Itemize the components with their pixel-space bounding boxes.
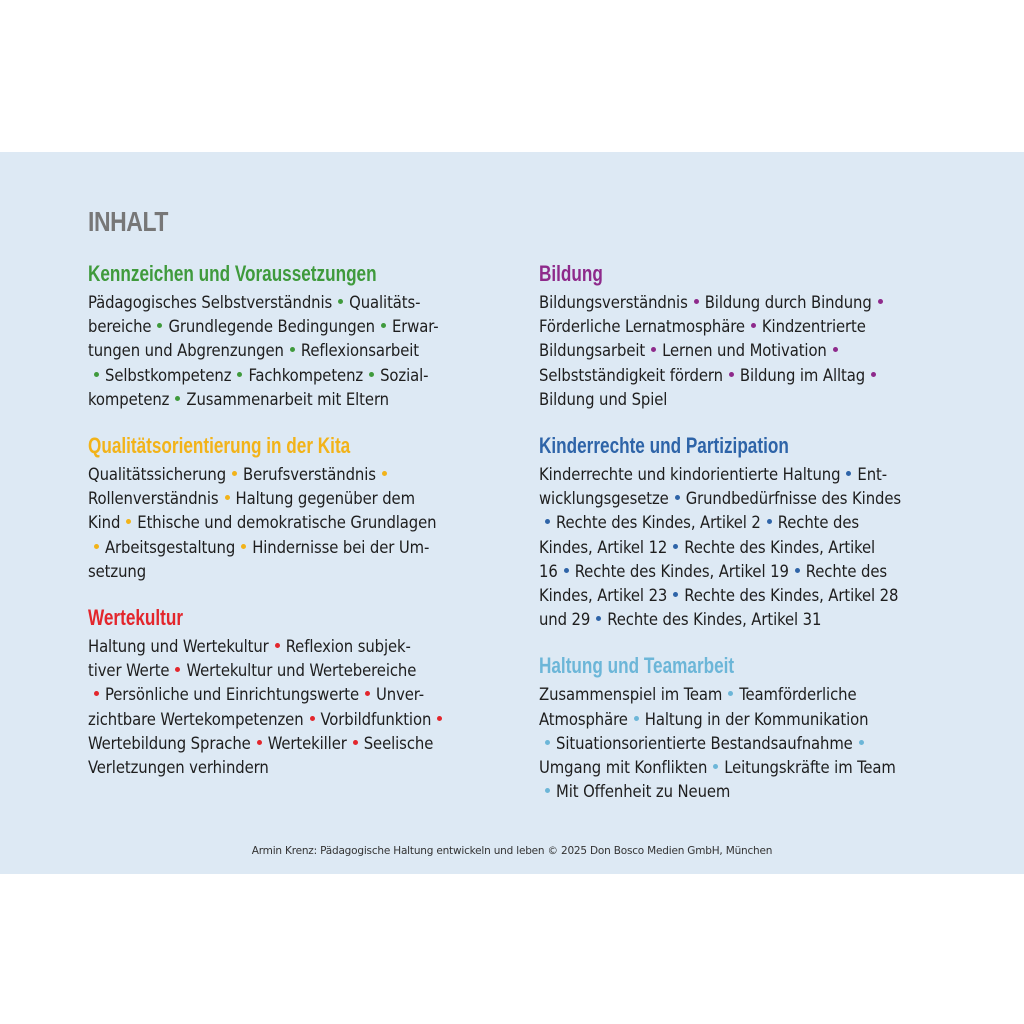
bullet-separator-icon xyxy=(564,568,569,573)
section-heading: Kennzeichen und Voraussetzungen xyxy=(88,261,377,286)
topic-text: Leitungskräfte im Team xyxy=(724,758,896,778)
topic-text: Selbstkompetenz xyxy=(105,365,232,385)
topic-text: Kindes, Artikel 12 xyxy=(539,537,668,557)
topic-text: Haltung in der Kommunikation xyxy=(644,709,869,729)
bullet-separator-icon xyxy=(290,347,295,352)
topic-line xyxy=(539,341,844,360)
topic-line xyxy=(539,610,821,629)
topic-line xyxy=(539,562,887,581)
topic-line xyxy=(88,317,438,336)
bullet-separator-icon xyxy=(545,740,550,745)
bullet-separator-icon xyxy=(651,347,656,352)
topic-text: Haltung gegenüber dem xyxy=(235,489,415,509)
bullet-separator-icon xyxy=(94,544,99,549)
bullet-separator-icon xyxy=(275,643,280,648)
topic-text: Selbstständigkeit fördern xyxy=(539,365,723,385)
section-heading: Haltung und Teamarbeit xyxy=(539,653,735,679)
bullet-separator-icon xyxy=(126,519,131,524)
topic-line xyxy=(88,661,416,680)
topic-line xyxy=(88,513,436,532)
bullet-separator-icon xyxy=(673,544,678,549)
topic-line xyxy=(539,390,667,409)
section-topics xyxy=(88,291,488,412)
bullet-separator-icon xyxy=(381,323,386,328)
bullet-separator-icon xyxy=(338,299,343,304)
bullet-separator-icon xyxy=(382,471,387,476)
contents-section xyxy=(539,260,949,412)
topic-line xyxy=(88,390,389,409)
topic-text: Wertebildung Sprache xyxy=(88,733,251,753)
topic-text: Bildung im Alltag xyxy=(739,365,866,385)
topic-text: Lernen und Motivation xyxy=(662,341,827,361)
topic-line xyxy=(539,489,901,508)
topic-line xyxy=(539,317,866,336)
bullet-separator-icon xyxy=(241,544,246,549)
topic-text: Sozial- xyxy=(380,365,429,385)
copyright-footer: Armin Krenz: Pädagogische Haltung entwickeln und leben © 2025 Don Bosco Medien GmbH, München xyxy=(251,845,773,857)
bullet-separator-icon xyxy=(232,471,237,476)
topic-line xyxy=(88,562,146,581)
bullet-separator-icon xyxy=(859,740,864,745)
topic-text: setzung xyxy=(88,561,147,581)
topic-text: Wertekultur und Wertebereiche xyxy=(186,661,417,681)
topic-text: Rechte des Kindes, Artikel xyxy=(684,537,876,557)
topic-line xyxy=(539,710,868,729)
topic-line xyxy=(88,341,419,360)
topic-text: Wertekiller xyxy=(267,733,347,753)
topic-text: Persönliche und Einrichtungswerte xyxy=(105,685,359,705)
bullet-separator-icon xyxy=(728,691,733,696)
section-heading: Qualitätsorientierung in der Kita xyxy=(88,433,351,459)
topic-text: Ent- xyxy=(857,465,887,485)
topic-text: Unver- xyxy=(376,685,424,705)
topic-line xyxy=(539,586,898,605)
bullet-separator-icon xyxy=(94,691,99,696)
right-column xyxy=(539,260,949,824)
topic-text: Bildungsverständnis xyxy=(539,293,688,312)
section-heading: Bildung xyxy=(539,261,603,286)
contents-section xyxy=(88,260,488,412)
topic-text: Verletzungen verhindern xyxy=(88,758,269,778)
topic-text: Erwar- xyxy=(391,317,439,337)
bullet-separator-icon xyxy=(767,519,772,524)
bullet-separator-icon xyxy=(237,372,242,377)
bullet-separator-icon xyxy=(365,691,370,696)
topic-text: Seelische xyxy=(363,733,434,753)
bullet-separator-icon xyxy=(94,372,99,377)
topic-text: Kindes, Artikel 23 xyxy=(539,586,668,606)
contents-section xyxy=(88,432,488,584)
left-column xyxy=(88,260,488,800)
topic-line xyxy=(88,710,448,729)
topic-line xyxy=(539,734,870,753)
topic-text: 16 xyxy=(539,561,558,581)
bullet-separator-icon xyxy=(871,372,876,377)
section-topics xyxy=(88,463,488,584)
topic-text: Rechte des xyxy=(805,561,888,581)
topic-line xyxy=(88,366,428,385)
bullet-separator-icon xyxy=(675,495,680,500)
topic-text: Rechte des Kindes, Artikel 28 xyxy=(684,586,899,606)
topic-line xyxy=(88,538,429,557)
bullet-separator-icon xyxy=(846,471,851,476)
topic-text: zichtbare Wertekompetenzen xyxy=(88,709,304,729)
bullet-separator-icon xyxy=(634,716,639,721)
topic-text: Mit Offenheit zu Neuem xyxy=(556,782,731,802)
topic-text: Bildungsarbeit xyxy=(539,341,646,361)
bullet-separator-icon xyxy=(751,323,756,328)
topic-text: bereiche xyxy=(88,317,152,337)
bullet-separator-icon xyxy=(713,764,718,769)
topic-line xyxy=(88,293,420,312)
topic-text: Förderliche Lernatmosphäre xyxy=(539,317,745,337)
section-topics xyxy=(539,291,949,412)
bullet-separator-icon xyxy=(369,372,374,377)
topic-text: Kinderrechte und kindorientierte Haltung xyxy=(539,465,841,485)
topic-text: Zusammenarbeit mit Eltern xyxy=(186,389,389,409)
bullet-separator-icon xyxy=(157,323,162,328)
topic-text: Haltung und Wertekultur xyxy=(88,637,269,657)
bullet-separator-icon xyxy=(878,299,883,304)
topic-text: Bildung und Spiel xyxy=(539,389,668,409)
topic-text: Teamförderliche xyxy=(739,685,857,705)
bullet-separator-icon xyxy=(729,372,734,377)
topic-text: Hindernisse bei der Um- xyxy=(252,537,430,557)
topic-text: kompetenz xyxy=(88,389,170,409)
contents-section xyxy=(88,604,488,780)
topic-text: Ethische und demokratische Grundlagen xyxy=(137,513,437,533)
topic-text: Pädagogisches Selbstverständnis xyxy=(88,293,333,312)
topic-text: Zusammenspiel im Team xyxy=(539,685,723,705)
topic-text: Grundlegende Bedingungen xyxy=(168,317,375,337)
topic-text: Atmosphäre xyxy=(539,709,628,729)
topic-text: Fachkompetenz xyxy=(248,365,364,385)
page-title: INHALT xyxy=(88,206,169,237)
topic-text: Arbeitsgestaltung xyxy=(105,537,236,557)
topic-text: Rechte des Kindes, Artikel 31 xyxy=(607,610,822,630)
bullet-separator-icon xyxy=(175,667,180,672)
topic-text: Kindzentrierte xyxy=(761,317,866,337)
bullet-separator-icon xyxy=(175,396,180,401)
topic-text: tiver Werte xyxy=(88,661,170,681)
topic-line xyxy=(539,513,859,532)
bullet-separator-icon xyxy=(596,616,601,621)
topic-line xyxy=(539,758,896,777)
section-topics xyxy=(539,463,949,632)
topic-text: Umgang mit Konflikten xyxy=(539,758,708,778)
bullet-separator-icon xyxy=(225,495,230,500)
bullet-separator-icon xyxy=(545,788,550,793)
topic-line xyxy=(539,538,875,557)
section-topics xyxy=(539,683,949,804)
topic-line xyxy=(88,734,433,753)
topic-line xyxy=(88,637,411,656)
topic-text: Rollenverständnis xyxy=(88,489,219,509)
topic-text: Qualitätssicherung xyxy=(88,465,227,485)
bullet-separator-icon xyxy=(545,519,550,524)
contents-card xyxy=(0,152,1024,874)
topic-text: Rechte des xyxy=(777,513,860,533)
topic-text: Reflexion subjek- xyxy=(285,637,411,657)
topic-text: Kind xyxy=(88,513,121,533)
topic-line xyxy=(88,465,393,484)
topic-text: Qualitäts- xyxy=(349,293,421,312)
bullet-separator-icon xyxy=(353,740,358,745)
topic-line xyxy=(539,685,856,704)
topic-line xyxy=(539,465,887,484)
topic-text: Rechte des Kindes, Artikel 2 xyxy=(556,513,761,533)
topic-line xyxy=(539,782,730,801)
topic-text: Grundbedürfnisse des Kindes xyxy=(685,489,902,509)
topic-text: und 29 xyxy=(539,610,591,630)
topic-text: tungen und Abgrenzungen xyxy=(88,341,284,361)
topic-text: Rechte des Kindes, Artikel 19 xyxy=(574,561,789,581)
section-heading: Kinderrechte und Partizipation xyxy=(539,433,789,459)
contents-section xyxy=(539,652,949,804)
section-heading: Wertekultur xyxy=(88,605,184,631)
bullet-separator-icon xyxy=(437,716,442,721)
contents-section xyxy=(539,432,949,632)
topic-text: wicklungsgesetze xyxy=(539,489,669,509)
topic-line xyxy=(88,489,415,508)
topic-text: Reflexionsarbeit xyxy=(300,341,419,361)
section-topics xyxy=(88,635,488,780)
bullet-separator-icon xyxy=(310,716,315,721)
topic-text: Bildung durch Bindung xyxy=(704,293,872,312)
topic-text: Situationsorientierte Bestandsaufnahme xyxy=(556,733,853,753)
bullet-separator-icon xyxy=(694,299,699,304)
topic-line xyxy=(539,366,882,385)
bullet-separator-icon xyxy=(833,347,838,352)
topic-text: Vorbildfunktion xyxy=(320,709,432,729)
topic-text: Berufsverständnis xyxy=(243,465,376,485)
bullet-separator-icon xyxy=(257,740,262,745)
topic-line xyxy=(88,758,269,777)
bullet-separator-icon xyxy=(795,568,800,573)
topic-line xyxy=(88,685,424,704)
bullet-separator-icon xyxy=(673,592,678,597)
topic-line xyxy=(539,293,889,312)
